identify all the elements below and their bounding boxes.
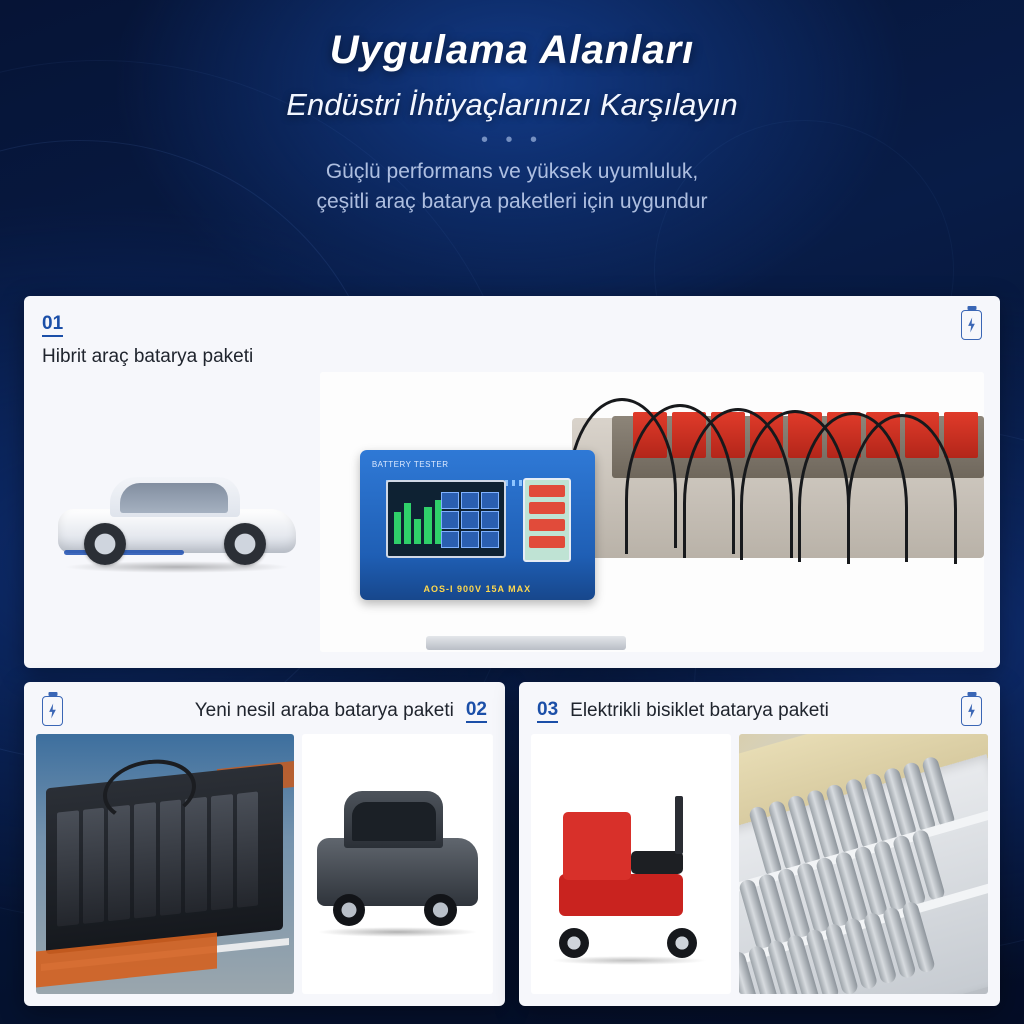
card-electric-bicycle-battery-pack <box>519 682 1000 1006</box>
electric-scooter-illustration <box>531 734 731 994</box>
bottom-card-row <box>24 682 1000 1006</box>
battery-icon <box>42 696 63 726</box>
battery-tester-device <box>360 450 595 600</box>
page-subtitle: Endüstri İhtiyaçlarınızı Karşılayın <box>286 87 738 122</box>
device-brand-label: BATTERY TESTER <box>371 460 449 469</box>
page-description-line1: Güçlü performans ve yüksek uyumluluk, <box>325 160 699 183</box>
ev-battery-pack-photo <box>36 734 294 994</box>
card-03-headline: Elektrikli bisiklet batarya paketi <box>570 700 829 721</box>
battery-icon <box>961 310 982 340</box>
card-02-number: 02 <box>466 700 487 723</box>
sedan-illustration <box>40 407 310 617</box>
suv-illustration <box>302 734 493 994</box>
decorative-dots: • • • <box>480 129 544 151</box>
card-new-generation-car-battery-pack <box>24 682 505 1006</box>
bolt-icon <box>968 318 976 333</box>
card-01-body <box>24 368 1000 668</box>
page-header <box>0 0 1024 217</box>
page-title: Uygulama Alanları <box>329 28 695 72</box>
battery-icon <box>961 696 982 726</box>
battery-tester-photo <box>320 372 984 652</box>
card-02-headline: Yeni nesil araba batarya paketi <box>194 700 454 721</box>
card-03-number: 03 <box>537 700 558 723</box>
device-model-label: AOS-I 900V 15A MAX <box>423 584 532 594</box>
card-01-headline: Hibrit araç batarya paketi <box>42 346 254 367</box>
card-01-number: 01 <box>42 314 63 337</box>
card-02-body <box>24 726 505 1006</box>
bolt-icon <box>968 704 976 719</box>
card-hybrid-vehicle-battery-pack <box>24 296 1000 668</box>
card-01-header <box>24 296 1000 340</box>
page-description-line2: çeşitli araç batarya paketleri için uygundur <box>316 190 708 213</box>
card-03-header <box>519 682 1000 726</box>
application-cards <box>24 296 1000 1006</box>
card-03-body <box>519 726 1000 1006</box>
card-02-header <box>24 682 505 726</box>
lithium-cells-photo <box>739 734 988 994</box>
bolt-icon <box>49 704 57 719</box>
